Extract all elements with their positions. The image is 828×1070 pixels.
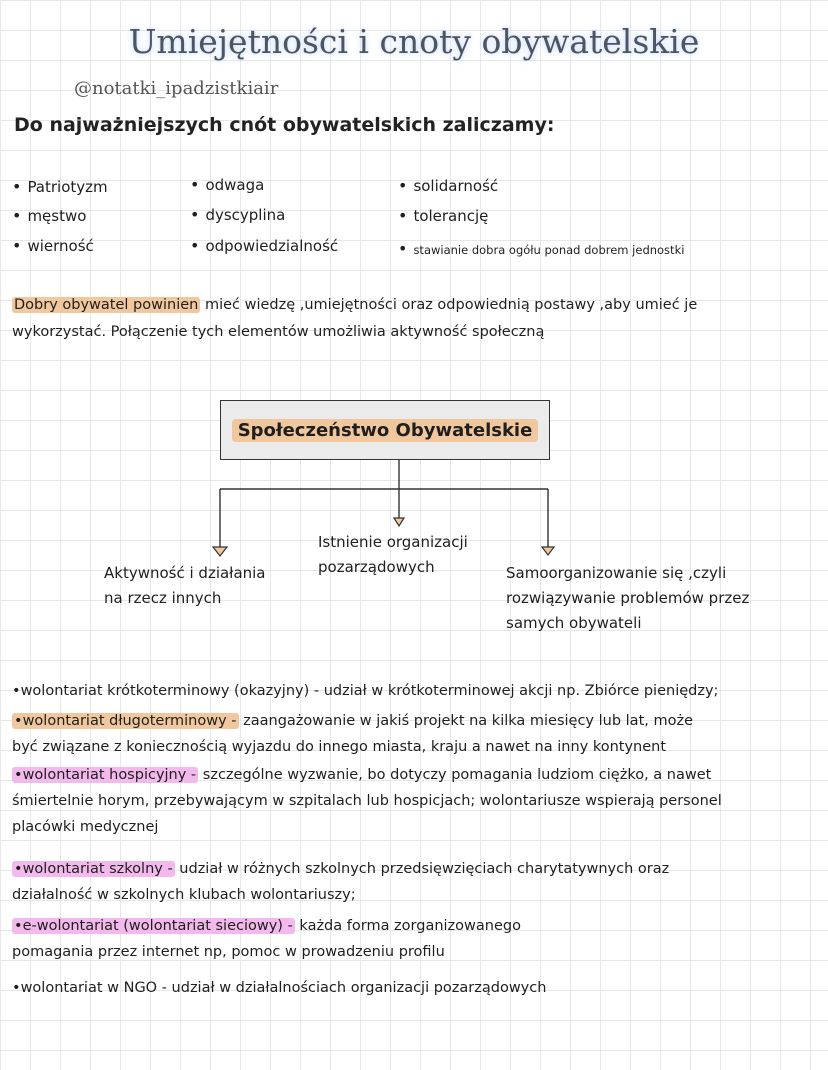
volunteer-desc: udział w działalnościach organizacji pozarządowych — [166, 980, 547, 996]
diagram-left-node — [104, 561, 266, 611]
virtue-item: • dyscyplina — [190, 205, 285, 224]
diagram-center-line: pozarządowych — [318, 558, 435, 576]
volunteer-item — [12, 913, 822, 965]
virtue-item: • tolerancję — [398, 206, 488, 225]
volunteer-desc: każda forma zorganizowanego — [294, 918, 521, 934]
volunteer-desc: działalność w szkolnych klubach wolontariuszy; — [12, 887, 356, 903]
volunteer-desc: udział w różnych szkolnych przedsięwzięciach charytatywnych oraz — [174, 861, 670, 877]
volunteer-term: • wolontariat długoterminowy - — [12, 713, 239, 729]
virtues-heading: Do najważniejszych cnót obywatelskich zaliczamy: — [14, 114, 555, 136]
diagram-root-label: Społeczeństwo Obywatelskie — [232, 419, 539, 442]
volunteer-term: • wolontariat w NGO - — [12, 980, 167, 996]
citizen-line1: mieć wiedzę ,umiejętności oraz odpowiednią postawy ,aby umieć je — [200, 297, 698, 313]
volunteer-item — [12, 762, 822, 840]
diagram-center-node — [318, 530, 468, 580]
citizen-line2: wykorzystać. Połączenie tych elementów umożliwia aktywność społeczną — [12, 324, 545, 340]
page-title: Umiejętności i cnoty obywatelskie — [128, 22, 700, 61]
virtue-item: • męstwo — [12, 206, 86, 225]
virtue-item: • stawianie dobra ogółu ponad dobrem jednostki — [398, 239, 684, 258]
virtue-item: • solidarność — [398, 176, 498, 195]
diagram-left-line: Aktywność i działania — [104, 564, 266, 582]
diagram-right-line: Samoorganizowanie się ,czyli — [506, 564, 727, 582]
volunteer-item — [12, 856, 822, 908]
diagram-center-line: Istnienie organizacji — [318, 533, 468, 551]
volunteer-term: • wolontariat szkolny - — [12, 861, 175, 877]
volunteer-desc: szczególne wyzwanie, bo dotyczy pomagania ludziom ciężko, a nawet — [198, 767, 712, 783]
virtue-item: • odwaga — [190, 175, 264, 194]
volunteer-desc: zaangażowanie w jakiś projekt na kilka miesięcy lub lat, może — [238, 713, 694, 729]
volunteer-desc: pomagania przez internet np, pomoc w prowadzeniu profilu — [12, 944, 445, 960]
volunteer-desc: udział w krótkoterminowej akcji np. Zbiórce pieniędzy; — [319, 683, 719, 699]
volunteer-item — [12, 678, 822, 704]
diagram-left-line: na rzecz innych — [104, 589, 222, 607]
volunteer-term: • e-wolontariat (wolontariat sieciowy) - — [12, 918, 295, 934]
volunteer-term: • wolontariat krótkoterminowy (okazyjny) - — [12, 683, 319, 699]
volunteer-desc: być związane z koniecznością wyjazdu do innego miasta, kraju a nawet na inny kontynent — [12, 739, 667, 755]
diagram-right-node — [506, 561, 749, 636]
volunteer-term: • wolontariat hospicyjny - — [12, 767, 198, 783]
diagram-right-line: rozwiązywanie problemów przez — [506, 589, 750, 607]
virtue-item: • wierność — [12, 236, 94, 255]
volunteer-item — [12, 708, 822, 760]
volunteer-desc: śmiertelnie horym, przebywającym w szpitalach lub hospicjach; wolontariusze wspierają personel — [12, 793, 722, 809]
author-handle: @notatki_ipadzistkiair — [74, 78, 279, 99]
diagram-right-line: samych obywateli — [506, 614, 642, 632]
virtue-item: • odpowiedzialność — [190, 236, 338, 255]
volunteer-item — [12, 975, 822, 1001]
citizen-highlight: Dobry obywatel powinien — [14, 297, 199, 313]
virtue-item: • Patriotyzm — [12, 177, 108, 196]
volunteer-desc: placówki medycznej — [12, 819, 159, 835]
